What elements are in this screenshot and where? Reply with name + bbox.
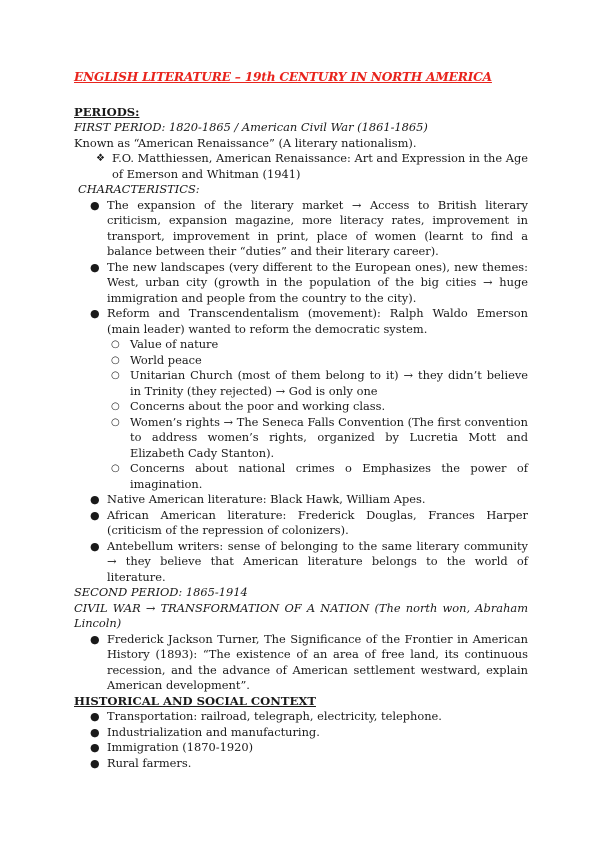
bullet-icon: ● xyxy=(90,539,100,553)
second-period-line: SECOND PERIOD: 1865-1914 xyxy=(74,585,248,599)
list-item xyxy=(74,740,528,756)
document-page xyxy=(74,70,528,771)
list-item xyxy=(74,725,528,741)
known-as-line: Known as “American Renaissance” (A literary nationalism). xyxy=(74,135,417,150)
list-item xyxy=(74,353,528,369)
circle-bullet-icon: ○ xyxy=(111,463,120,474)
reform-subitem-text: Concerns about the poor and working class. xyxy=(130,399,386,413)
first-period-line: FIRST PERIOD: 1820-1865 / American Civil War (1861-1865) xyxy=(74,120,428,134)
reform-subitem-text: Unitarian Church (most of them belong to it) → they didn’t believe in Trinity (they rejected) → God is only one xyxy=(130,368,528,398)
characteristic-text: The expansion of the literary market → Access to British literary criticism, expansion magazine, more literacy rates, improvement in transport, improvement in print, place of women (learnt to find a balance between their “duties” and their literary career). xyxy=(107,197,528,258)
second-period-list xyxy=(74,632,528,694)
list-item xyxy=(74,260,528,307)
list-item xyxy=(74,415,528,462)
reform-subitem-text: World peace xyxy=(130,352,202,367)
reform-subitem-text: Women’s rights → The Seneca Falls Convention (The first convention to address women’s rights, organized by Lucretia Mott and Elizabeth Cady Stanton). xyxy=(130,414,528,460)
list-item xyxy=(74,198,528,260)
bullet-icon: ● xyxy=(90,710,100,723)
circle-bullet-icon: ○ xyxy=(111,416,120,428)
civil-war-line: CIVIL WAR → TRANSFORMATION OF A NATION (The north won, Abraham Lincoln) xyxy=(74,600,528,630)
historical-item-text: Transportation: railroad, telegraph, electricity, telephone. xyxy=(107,709,442,723)
bullet-icon: ● xyxy=(90,508,100,522)
list-item xyxy=(74,399,528,415)
periods-heading: PERIODS: xyxy=(74,104,140,119)
bullet-icon: ● xyxy=(90,307,100,320)
list-item xyxy=(74,508,528,539)
document-title: ENGLISH LITERATURE – 19th CENTURY IN NORTH AMERICA xyxy=(74,70,492,84)
historical-item-text: Immigration (1870-1920) xyxy=(107,740,254,754)
bullet-icon: ● xyxy=(90,198,100,212)
diamond-list xyxy=(74,151,528,182)
list-item xyxy=(74,709,528,725)
historical-heading: HISTORICAL AND SOCIAL CONTEXT xyxy=(74,693,316,708)
bullet-icon: ● xyxy=(90,756,100,770)
characteristic-text: African American literature: Frederick Douglas, Frances Harper (criticism of the repression of colonizers). xyxy=(107,507,528,537)
characteristic-text: Reform and Transcendentalism (movement): Ralph Waldo Emerson (main leader) wanted to reform the democratic system. xyxy=(107,306,528,336)
bullet-icon: ● xyxy=(90,493,100,506)
list-item xyxy=(74,632,528,694)
bullet-icon: ● xyxy=(90,741,100,754)
circle-bullet-icon: ○ xyxy=(111,401,120,412)
more-characteristics-list xyxy=(74,492,528,585)
circle-bullet-icon: ○ xyxy=(111,354,120,366)
circle-bullet-icon: ○ xyxy=(111,339,120,350)
list-item xyxy=(74,492,528,508)
bullet-icon: ● xyxy=(90,260,100,274)
characteristic-text: The new landscapes (very different to the European ones), new themes: West, urban city (growth in the population of the big cities → huge immigration and people from the country to the city). xyxy=(107,259,528,305)
list-item xyxy=(74,756,528,772)
characteristics-heading: CHARACTERISTICS: xyxy=(78,182,200,196)
diamond-item-text: F.O. Matthiessen, American Renaissance: Art and Expression in the Age of Emerson and Whitman (1941) xyxy=(112,151,528,181)
characteristic-text: Antebellum writers: sense of belonging to the same literary community → they believe that American literature belongs to the world of literature. xyxy=(107,538,528,584)
second-item-text: Frederick Jackson Turner, The Significance of the Frontier in American History (1893): “The existence of an area of free land, its continuous recession, and the advance of American settlement westward, explain American development”. xyxy=(107,631,528,692)
historical-list xyxy=(74,709,528,771)
reform-subitem-text: Concerns about national crimes o Emphasizes the power of imagination. xyxy=(130,461,528,491)
list-item xyxy=(74,306,528,337)
bullet-icon: ● xyxy=(90,725,100,739)
characteristics-list xyxy=(74,198,528,338)
reform-subitem-text: Value of nature xyxy=(130,337,219,351)
circle-bullet-icon: ○ xyxy=(111,370,120,381)
diamond-bullet-icon: ❖ xyxy=(96,153,105,164)
list-item xyxy=(74,461,528,492)
reform-sublist xyxy=(74,337,528,492)
list-item xyxy=(74,337,528,353)
characteristic-text: Native American literature: Black Hawk, William Apes. xyxy=(107,492,426,506)
bullet-icon: ● xyxy=(90,632,100,646)
list-item xyxy=(74,151,528,182)
historical-item-text: Industrialization and manufacturing. xyxy=(107,724,320,739)
historical-item-text: Rural farmers. xyxy=(107,755,192,770)
list-item xyxy=(74,368,528,399)
list-item xyxy=(74,539,528,586)
